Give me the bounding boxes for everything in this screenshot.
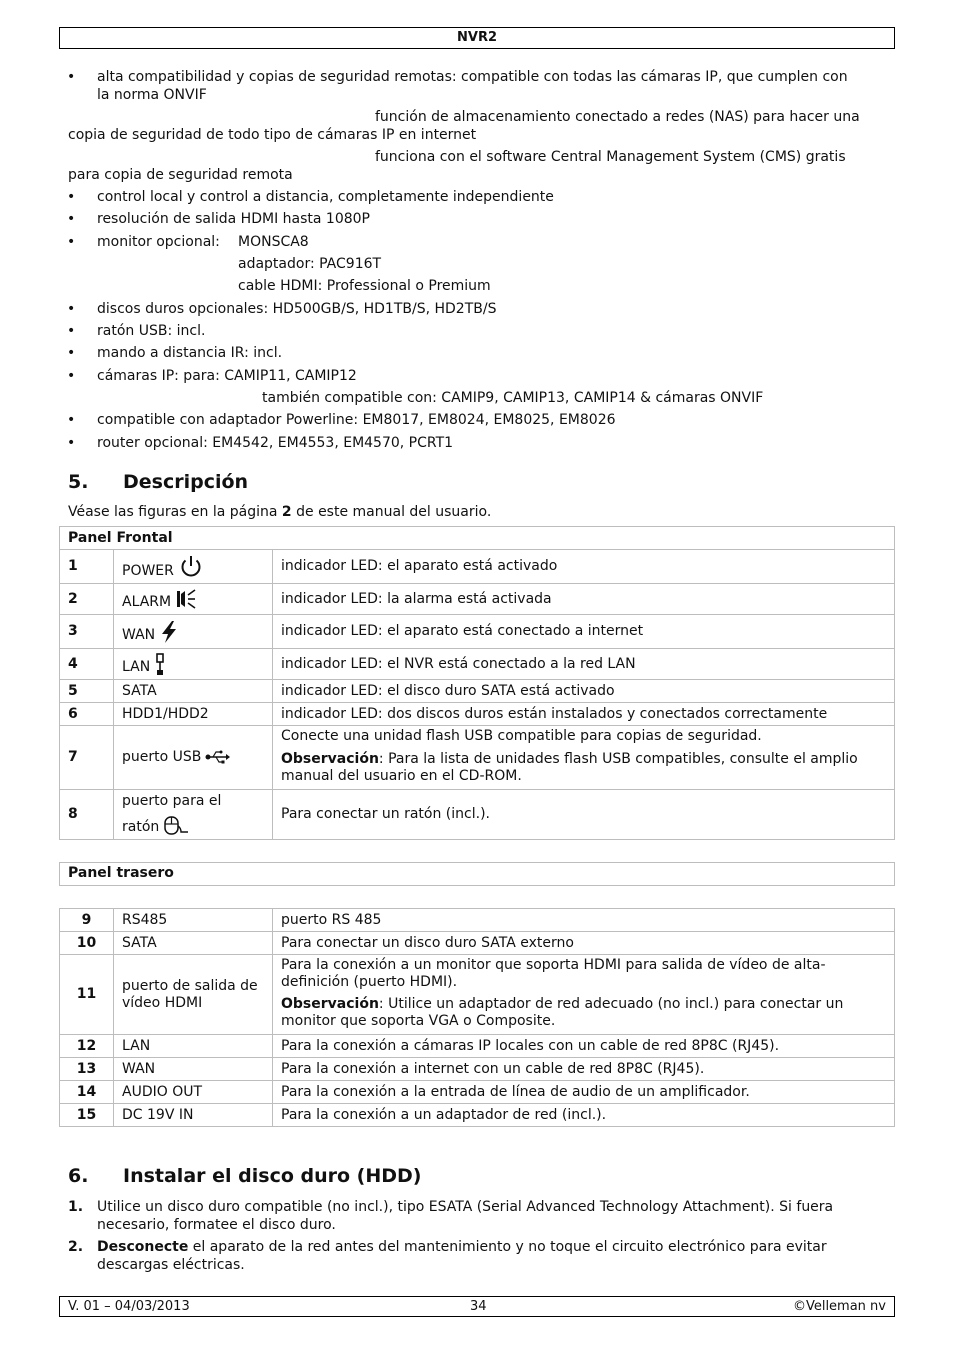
front-panel-table [59, 526, 895, 840]
row-description: Para la conexión a un adaptador de red (incl.). [273, 1104, 895, 1127]
page-header [59, 27, 895, 49]
lan-icon [154, 652, 166, 676]
section-title: Descripción [123, 471, 249, 493]
table-row [60, 680, 895, 703]
label-text: POWER [122, 562, 174, 579]
note-label: Observación [281, 751, 379, 767]
row-description: indicador LED: el NVR está conectado a la red LAN [273, 649, 895, 680]
row-description: Para conectar un ratón (incl.). [273, 790, 895, 840]
section-title: Instalar el disco duro (HDD) [123, 1165, 422, 1187]
power-icon [178, 554, 204, 580]
label-line2-wrap [122, 814, 264, 836]
table-row [60, 955, 895, 1035]
row-label: puerto de salida de vídeo HDMI [114, 955, 273, 1035]
row-label [114, 790, 273, 840]
footer-copyright: ©Velleman nv [792, 1299, 886, 1314]
step-1-line1: Utilice un disco duro compatible (no incl.), tipo ESATA (Serial Advanced Technology Attachment). Si fuera [97, 1199, 834, 1215]
table-row [60, 932, 895, 955]
table-title-row [60, 527, 895, 550]
feature-compat-line1: alta compatibilidad y copias de seguridad remotas: compatible con todas las cámaras IP, que cumplen con [97, 69, 848, 85]
step-2-line2: descargas eléctricas. [97, 1257, 245, 1273]
row-number: 15 [60, 1104, 114, 1127]
row-description: Para la conexión a cámaras IP locales con un cable de red 8P8C (RJ45). [273, 1035, 895, 1058]
row-number: 5 [60, 680, 114, 703]
row-number: 12 [60, 1035, 114, 1058]
section-6-heading [68, 1164, 421, 1188]
row-number: 10 [60, 932, 114, 955]
row-description [273, 955, 895, 1035]
label-line2: ratón [122, 819, 160, 835]
feature-compat-line2: la norma ONVIF [97, 87, 207, 103]
intro-text-end: de este manual del usuario. [291, 504, 492, 520]
bullet: • [67, 323, 76, 339]
row-number: 7 [60, 726, 114, 790]
row-label [114, 550, 273, 584]
feature-adapter: adaptador: PAC916T [238, 256, 382, 272]
row-number: 8 [60, 790, 114, 840]
desc-line: Para la conexión a un monitor que soporta HDMI para salida de vídeo de alta-definición (puerto HDMI). [281, 957, 826, 990]
section-number: 6. [68, 1165, 89, 1187]
header-title: NVR2 [457, 30, 497, 45]
bullet: • [67, 368, 76, 384]
desc-line: Conecte una unidad flash USB compatible para copias de seguridad. [281, 728, 762, 744]
feature-cms-line1: funciona con el software Central Management System (CMS) gratis [375, 149, 846, 165]
table-row [60, 726, 895, 790]
row-description: Para la conexión a internet con un cable de red 8P8C (RJ45). [273, 1058, 895, 1081]
row-number: 11 [60, 955, 114, 1035]
lightning-icon [159, 620, 179, 644]
step-2-number: 2. [68, 1239, 84, 1255]
row-description: indicador LED: dos discos duros están instalados y conectados correctamente [273, 703, 895, 726]
front-panel-title: Panel Frontal [60, 527, 895, 550]
bullet: • [67, 189, 76, 205]
section-number: 5. [68, 471, 89, 493]
bullet: • [67, 69, 76, 85]
section-5-heading [68, 470, 248, 494]
label-text: ALARM [122, 594, 172, 610]
row-label: SATA [114, 932, 273, 955]
feature-nas-line1: función de almacenamiento conectado a redes (NAS) para hacer una [375, 109, 860, 125]
feature-cms-line2: para copia de seguridad remota [68, 167, 293, 183]
note-label: Observación [281, 996, 379, 1012]
row-description: indicador LED: el aparato está conectado a internet [273, 615, 895, 649]
row-description: indicador LED: el disco duro SATA está activado [273, 680, 895, 703]
desc-note [281, 996, 886, 1030]
feature-hdmi-cable: cable HDMI: Professional o Premium [238, 278, 491, 294]
row-number: 3 [60, 615, 114, 649]
feature-mouse: ratón USB: incl. [97, 323, 206, 339]
desc-note [281, 751, 886, 785]
step-1-line2: necesario, formatee el disco duro. [97, 1217, 336, 1233]
table-row [60, 1035, 895, 1058]
row-label: SATA [114, 680, 273, 703]
table-row [60, 703, 895, 726]
row-description [273, 726, 895, 790]
step-2-text: el aparato de la red antes del mantenimiento y no toque el circuito electrónico para evitar [188, 1239, 827, 1255]
feature-router: router opcional: EM4542, EM4553, EM4570, PCRT1 [97, 435, 454, 451]
label-text: WAN [122, 626, 156, 643]
feature-cameras-compat: también compatible con: CAMIP9, CAMIP13, CAMIP14 & cámaras ONVIF [262, 390, 764, 406]
label-text: puerto USB [122, 749, 202, 765]
row-label: AUDIO OUT [114, 1081, 273, 1104]
bullet: • [67, 345, 76, 361]
feature-hdmi-res: resolución de salida HDMI hasta 1080P [97, 211, 370, 227]
row-description: Para conectar un disco duro SATA externo [273, 932, 895, 955]
row-number: 14 [60, 1081, 114, 1104]
rear-panel-table [59, 908, 895, 1127]
row-label: HDD1/HDD2 [114, 703, 273, 726]
table-row [60, 550, 895, 584]
intro-page-ref: 2 [281, 504, 292, 520]
label-line1: puerto para el [122, 793, 222, 809]
bullet: • [67, 211, 76, 227]
label-text: LAN [122, 659, 151, 675]
step-1-number: 1. [68, 1199, 84, 1215]
table-row [60, 584, 895, 615]
mouse-icon [163, 814, 189, 836]
row-description: indicador LED: la alarma está activada [273, 584, 895, 615]
row-number: 13 [60, 1058, 114, 1081]
feature-cameras: cámaras IP: para: CAMIP11, CAMIP12 [97, 368, 357, 384]
row-number: 9 [60, 909, 114, 932]
footer-version: V. 01 – 04/03/2013 [68, 1299, 190, 1314]
table-row [60, 1081, 895, 1104]
step-2-line1 [97, 1238, 827, 1256]
bullet: • [67, 234, 76, 250]
rear-panel-title: Panel trasero [59, 862, 895, 886]
table-row [60, 1058, 895, 1081]
feature-nas-line2: copia de seguridad de todo tipo de cámaras IP en internet [68, 127, 477, 143]
bullet: • [67, 412, 76, 428]
note-text: : Utilice un adaptador de red adecuado (no incl.) para conectar un monitor que soporta VGA o Composite. [281, 996, 844, 1029]
table-row [60, 790, 895, 840]
feature-powerline: compatible con adaptador Powerline: EM8017, EM8024, EM8025, EM8026 [97, 412, 616, 428]
row-label: DC 19V IN [114, 1104, 273, 1127]
section-5-intro [68, 503, 491, 521]
usb-icon [205, 750, 231, 764]
row-label [114, 615, 273, 649]
bullet: • [67, 435, 76, 451]
feature-monitor-value: MONSCA8 [238, 234, 309, 250]
intro-text: Véase las figuras en la página [68, 504, 282, 520]
note-text: : Para la lista de unidades flash USB compatibles, consulte el amplio manual del usuario en el CD-ROM. [281, 751, 858, 784]
row-description: Para la conexión a la entrada de línea de audio de un amplificador. [273, 1081, 895, 1104]
step-2-bold: Desconecte [97, 1239, 189, 1255]
row-label [114, 584, 273, 615]
row-number: 1 [60, 550, 114, 584]
row-description: puerto RS 485 [273, 909, 895, 932]
feature-monitor-label: monitor opcional: [97, 234, 220, 250]
row-number: 2 [60, 584, 114, 615]
row-number: 4 [60, 649, 114, 680]
row-label [114, 649, 273, 680]
table-row [60, 1104, 895, 1127]
alarm-icon [175, 587, 197, 611]
row-label [114, 726, 273, 790]
table-row [60, 615, 895, 649]
row-number: 6 [60, 703, 114, 726]
feature-control: control local y control a distancia, completamente independiente [97, 189, 554, 205]
bullet: • [67, 301, 76, 317]
table-row [60, 909, 895, 932]
row-label: WAN [114, 1058, 273, 1081]
row-label: RS485 [114, 909, 273, 932]
row-description: indicador LED: el aparato está activado [273, 550, 895, 584]
feature-hdd: discos duros opcionales: HD500GB/S, HD1TB/S, HD2TB/S [97, 301, 497, 317]
page-footer [59, 1296, 895, 1317]
feature-remote: mando a distancia IR: incl. [97, 345, 283, 361]
footer-page-number: 34 [470, 1299, 487, 1314]
table-row [60, 649, 895, 680]
row-label: LAN [114, 1035, 273, 1058]
